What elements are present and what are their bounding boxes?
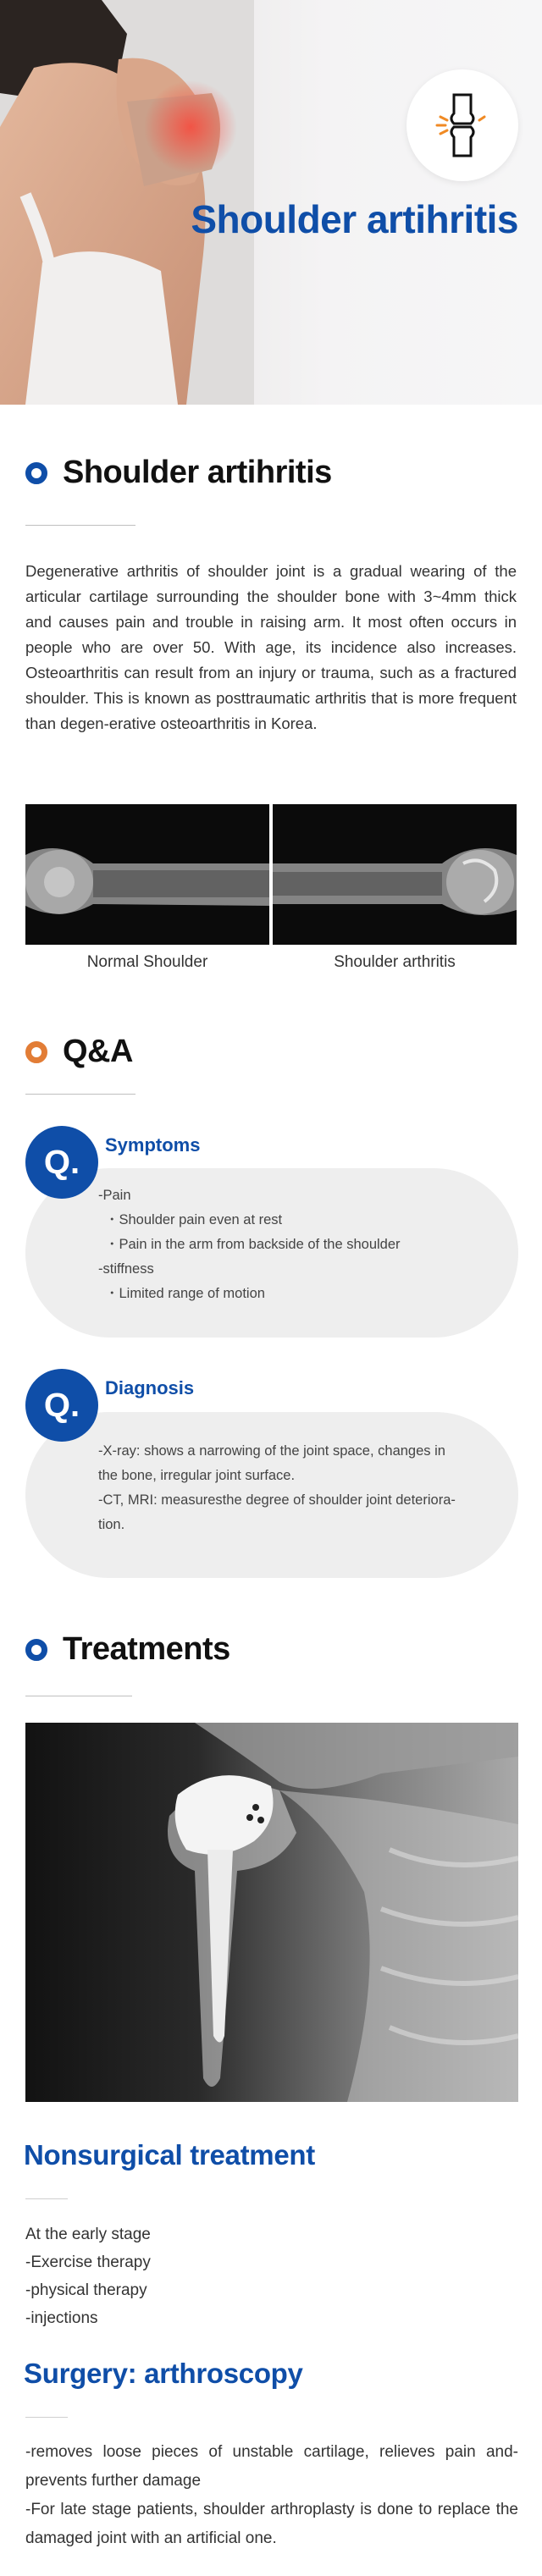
diagnosis-label: Diagnosis	[105, 1377, 195, 1398]
divider	[25, 525, 136, 526]
section-dot-icon	[25, 1041, 47, 1063]
intro-heading: Shoulder artihritis	[63, 455, 332, 490]
nonsurgical-title: Nonsurgical treatment	[24, 2139, 315, 2171]
hero-icon-circle	[406, 69, 518, 181]
hero-title: Shoulder artihritis	[191, 197, 518, 241]
caption-arthritis: Shoulder arthritis	[334, 953, 456, 971]
intro-paragraph: Degenerative arthritis of shoulder joint is a gradual wearing of the articular cartilage surrounding the shoulder bone with 3~4mm thick and causes pain and trouble in raising arm. It most often occurs in people who are over 50. With age, its incidence also increases. Osteoarthritis can result from an injury or trauma, such as a fractured shoulder. This is known as posttraumatic arthritis that is more frequent than degen-erative osteoarthritis in Korea.	[25, 562, 517, 732]
knee-joint-pain-icon	[432, 91, 493, 159]
diagnosis-text	[98, 1439, 456, 1537]
nonsurgical-line: -physical therapy	[25, 2281, 147, 2299]
symptoms-line: -Pain	[98, 1188, 131, 1203]
treatments-heading: Treatments	[63, 1631, 230, 1667]
nonsurgical-line: -injections	[25, 2309, 98, 2327]
section-dot-icon	[25, 462, 47, 484]
divider	[25, 1094, 136, 1095]
surgery-list	[25, 2438, 518, 2553]
symptoms-line: ・Limited range of motion	[105, 1286, 265, 1301]
surgery-line: -removes loose pieces of unstable cartilage, relieves pain and-prevents further damage	[25, 2443, 518, 2490]
symptoms-label: Symptoms	[105, 1134, 201, 1156]
shoulder-arthritis-xray	[273, 804, 517, 945]
shoulder-implant-xray	[25, 1723, 518, 2102]
symptoms-line: ・Pain in the arm from backside of the shoulder	[105, 1237, 401, 1252]
caption-normal: Normal Shoulder	[86, 953, 208, 971]
nonsurgical-line: -Exercise therapy	[25, 2253, 151, 2271]
diagnosis-line: tion.	[98, 1517, 125, 1532]
q-badge: Q.	[25, 1369, 98, 1442]
symptoms-text	[98, 1183, 401, 1306]
nonsurgical-list	[25, 2220, 151, 2332]
surgery-line: -For late stage patients, shoulder arthroplasty is done to replace the damaged joint with an artificial one.	[25, 2501, 518, 2547]
divider	[25, 2417, 68, 2418]
normal-shoulder-xray	[25, 804, 269, 945]
section-dot-icon	[25, 1639, 47, 1661]
hero-banner	[0, 0, 542, 405]
diagnosis-line: the bone, irregular joint surface.	[98, 1468, 296, 1483]
diagnosis-line: -X-ray: shows a narrowing of the joint space, changes in	[98, 1443, 445, 1459]
surgery-title: Surgery: arthroscopy	[24, 2358, 303, 2389]
symptoms-line: -stiffness	[98, 1261, 154, 1277]
divider	[25, 2198, 68, 2199]
nonsurgical-line: At the early stage	[25, 2226, 151, 2243]
qa-heading: Q&A	[63, 1034, 133, 1069]
treatments-heading-row	[25, 1631, 230, 1668]
symptoms-line: ・Shoulder pain even at rest	[105, 1212, 283, 1227]
qa-heading-row	[25, 1034, 133, 1070]
intro-heading-row	[25, 455, 332, 491]
diagnosis-line: -CT, MRI: measuresthe degree of shoulder joint deteriora-	[98, 1492, 456, 1508]
q-badge: Q.	[25, 1126, 98, 1199]
